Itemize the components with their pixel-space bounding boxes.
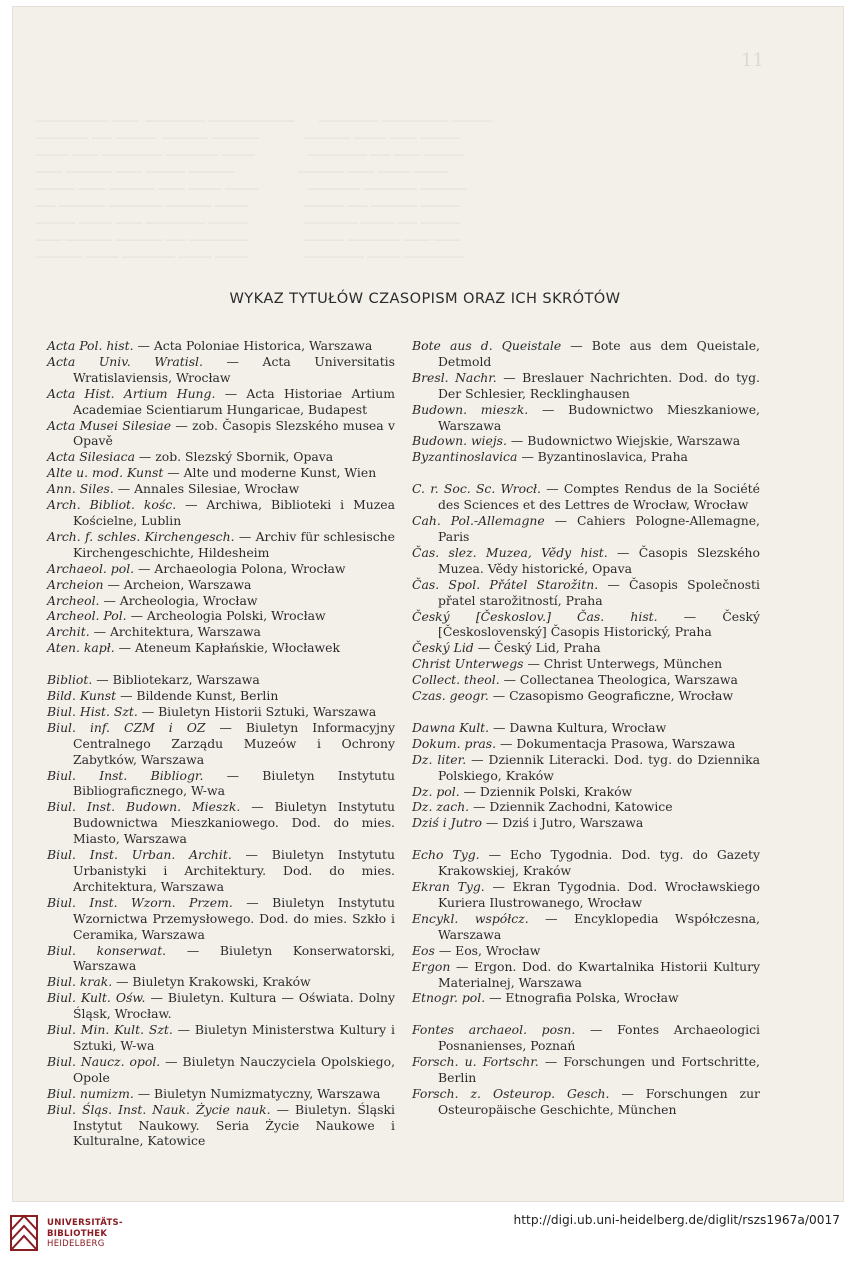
journal-abbreviation: Christ Unterwegs — [412, 656, 524, 672]
journal-full-title: — Collectanea Theologica, Warszawa — [499, 672, 738, 688]
journal-abbreviation: Biul. numizm. — [47, 1085, 134, 1101]
journal-entry — [47, 720, 395, 768]
journal-full-title: — Archeion, Warszawa — [103, 576, 252, 592]
journal-entry — [47, 1086, 395, 1102]
journal-entry — [47, 465, 395, 481]
journal-entry — [47, 1022, 395, 1054]
show-through-page-number: 11 — [741, 50, 764, 71]
journal-full-title: — Biuletyn Instytutu Bibliograficznego, W-wa — [73, 767, 395, 799]
journal-abbreviation: Cah. Pol.-Allemagne — [412, 513, 545, 529]
journal-full-title: — Acta Historiae Artium Academiae Scientiarum Hungaricae, Budapest — [73, 385, 395, 417]
journal-full-title: — Dziennik Polski, Kraków — [459, 783, 633, 799]
journal-full-title: — Acta Universitatis Wratislaviensis, Wrocław — [73, 353, 395, 385]
journal-full-title: — Budownictwo Wiejskie, Warszawa — [506, 433, 741, 449]
journal-full-title: — Bote aus dem Queistale, Detmold — [438, 338, 760, 369]
journal-entry — [47, 704, 395, 720]
journal-entry — [412, 911, 760, 943]
journal-entry — [412, 656, 760, 672]
journal-full-title: — Echo Tygodnia. Dod. tyg. do Gazety Krakowskiej, Kraków — [438, 847, 760, 879]
journal-full-title: — Archiv für schlesische Kirchengeschichte, Hildesheim — [73, 528, 395, 560]
journal-abbreviation: Bresl. Nachr. — [412, 369, 497, 385]
journal-abbreviation: Arch. f. schles. Kirchengesch. — [47, 528, 235, 544]
journal-entry — [47, 640, 395, 656]
journal-abbreviation: Biul. Śląs. Inst. Nauk. Życie nauk. — [47, 1101, 271, 1117]
journal-full-title: — Biuletyn Krakowski, Kraków — [112, 974, 311, 990]
journal-full-title: — Archeologia Polski, Wrocław — [126, 608, 326, 624]
journal-entry — [412, 752, 760, 784]
journal-full-title: — Dokumentacja Prasowa, Warszawa — [496, 735, 736, 751]
journal-full-title: — Christ Unterwegs, München — [523, 656, 723, 672]
journal-full-title: — Ateneum Kapłańskie, Włocławek — [114, 640, 340, 656]
journal-abbreviation: Biul. Min. Kult. Szt. — [47, 1022, 173, 1038]
journal-full-title: — Biuletyn. Kultura — Oświata. Dolny Śląsk, Wrocław. — [73, 990, 396, 1022]
journal-abbreviation: Biul. Inst. Bibliogr. — [47, 767, 204, 783]
journal-abbreviation: Biul. konserwat. — [47, 942, 167, 958]
journal-entry — [412, 815, 760, 831]
journal-abbreviation: Etnogr. pol. — [412, 990, 486, 1006]
journal-abbreviation: Biul. Inst. Budown. Mieszk. — [47, 799, 241, 815]
journal-entry — [412, 1022, 760, 1054]
journal-entry — [412, 1054, 760, 1086]
journal-entry — [47, 895, 395, 943]
right-column — [412, 338, 760, 1118]
journal-full-title: — Fontes Archaeologici Posnanienses, Poznań — [438, 1022, 760, 1054]
journal-abbreviation: Acta Musei Silesiae — [47, 417, 172, 433]
journal-abbreviation: Collect. theol. — [412, 672, 500, 688]
journal-entry — [47, 354, 395, 386]
journal-entry — [47, 799, 395, 847]
journal-full-title: — Forschungen zur Osteuropäische Geschichte, München — [438, 1085, 760, 1117]
journal-entry — [412, 959, 760, 991]
journal-full-title: — Dawna Kultura, Wrocław — [489, 719, 667, 735]
journal-abbreviation: Biul. inf. CZM i OZ — [47, 719, 206, 735]
journal-abbreviation: Forsch. u. Fortschr. — [412, 1054, 539, 1070]
journal-abbreviation: Encykl. współcz. — [412, 910, 529, 926]
journal-full-title: — Biuletyn Instytutu Budownictwa Mieszkaniowego. Dod. do mies. Miasto, Warszawa — [73, 799, 395, 847]
journal-entry — [47, 974, 395, 990]
journal-entry — [47, 1054, 395, 1086]
journal-abbreviation: Archeol. — [47, 592, 100, 608]
university-library-logo-text — [47, 1218, 123, 1250]
journal-abbreviation: Ekran Tyg. — [412, 879, 485, 895]
journal-abbreviation: Forsch. z. Osteurop. Gesch. — [412, 1085, 610, 1101]
page-title: WYKAZ TYTUŁÓW CZASOPISM ORAZ ICH SKRÓTÓW — [229, 290, 621, 307]
logo-line-1: UNIVERSITÄTS- — [47, 1218, 123, 1228]
university-library-logo-icon[interactable] — [9, 1210, 39, 1254]
journal-entry — [412, 640, 760, 656]
journal-abbreviation: Eos — [412, 942, 435, 958]
journal-full-title: — Cahiers Pologne-Allemagne, Paris — [438, 513, 760, 544]
journal-full-title: — Annales Silesiae, Wrocław — [113, 481, 300, 497]
journal-entry — [47, 943, 395, 975]
journal-entry — [47, 481, 395, 497]
journal-full-title: — Archaeologia Polona, Wrocław — [134, 560, 346, 576]
journal-abbreviation: Budown. wiejs. — [412, 433, 507, 449]
journal-entry — [47, 577, 395, 593]
journal-abbreviation: Čas. slez. Muzea, Vědy hist. — [412, 544, 608, 560]
journal-full-title: — Dziś i Jutro, Warszawa — [481, 815, 644, 831]
journal-entry — [47, 847, 395, 895]
journal-abbreviation: Archaeol. pol. — [47, 560, 135, 576]
journal-entry — [412, 513, 760, 545]
journal-abbreviation: Acta Pol. hist. — [47, 338, 134, 353]
journal-full-title: — Časopis Společnosti přatel starožitností, Praha — [438, 576, 760, 608]
journal-entry — [47, 561, 395, 577]
journal-abbreviation: Aten. kapł. — [47, 640, 115, 656]
journal-full-title: — Biuletyn Konserwatorski, Warszawa — [73, 942, 395, 974]
journal-full-title: — Biuletyn Instytutu Urbanistyki i Architektury. Dod. do mies. Architektura, Warszawa — [73, 847, 395, 894]
permalink-url[interactable]: http://digi.ub.uni-heidelberg.de/diglit/rszs1967a/0017 — [513, 1213, 840, 1227]
journal-entry — [412, 784, 760, 800]
journal-abbreviation: Echo Tyg. — [412, 847, 480, 863]
journal-entry — [47, 608, 395, 624]
journal-abbreviation: Biul. Kult. Ośw. — [47, 990, 146, 1006]
journal-abbreviation: Biul. Inst. Urban. Archit. — [47, 847, 232, 863]
journal-entry — [47, 449, 395, 465]
journal-entry — [47, 768, 395, 800]
journal-full-title: — Byzantinoslavica, Praha — [517, 449, 688, 465]
journal-abbreviation: Bibliot. — [47, 672, 93, 688]
journal-entry — [412, 672, 760, 688]
journal-entry — [412, 799, 760, 815]
journal-full-title: — Dziennik Literacki. Dod. tyg. do Dziennika Polskiego, Kraków — [438, 751, 761, 783]
journal-abbreviation: C. r. Soc. Sc. Wrocł. — [412, 481, 541, 497]
journal-abbreviation: Biul. krak. — [47, 974, 113, 990]
journal-full-title: — Eos, Wrocław — [434, 942, 541, 958]
journal-abbreviation: Český Lid — [412, 640, 474, 656]
journal-entry — [47, 624, 395, 640]
journal-entry — [412, 577, 760, 609]
journal-entry — [47, 990, 395, 1022]
journal-entry — [47, 593, 395, 609]
journal-abbreviation: Český [Českoslov.] Čas. hist. — [412, 608, 658, 624]
journal-full-title: — Budownictwo Mieszkaniowe, Warszawa — [438, 401, 760, 433]
journal-entry — [412, 402, 760, 434]
journal-abbreviation: Bote aus d. Queistale — [412, 338, 562, 353]
journal-full-title: — Ergon. Dod. do Kwartalnika Historii Kultury Materialnej, Warszawa — [438, 958, 760, 990]
journal-entry — [47, 672, 395, 688]
journal-entry — [412, 449, 760, 465]
journal-full-title: — Biuletyn. Śląski Instytut Naukowy. Seria Życie Naukowe i Kulturalne, Katowice — [73, 1101, 395, 1149]
journal-abbreviation: Bild. Kunst — [47, 688, 117, 704]
journal-abbreviation: Acta Silesiaca — [47, 449, 135, 465]
journal-abbreviation: Acta Univ. Wratisl. — [47, 353, 203, 369]
journal-full-title: — Biuletyn Numizmatyczny, Warszawa — [133, 1085, 381, 1101]
journal-full-title: — Bildende Kunst, Berlin — [116, 688, 279, 704]
journal-full-title: — Český Lid, Praha — [473, 640, 601, 656]
journal-abbreviation: Archit. — [47, 624, 90, 640]
journal-full-title: — Český [Československý] Časopis Historický, Praha — [438, 608, 761, 640]
journal-entry — [412, 609, 760, 641]
journal-abbreviation: Dziś i Jutro — [412, 815, 482, 831]
journal-full-title: — Bibliotekarz, Warszawa — [92, 672, 260, 688]
journal-abbreviation: Czas. geogr. — [412, 688, 489, 704]
journal-full-title: — Biuletyn Ministerstwa Kultury i Sztuki, W-wa — [73, 1022, 395, 1053]
journal-abbreviation: Acta Hist. Artium Hung. — [47, 385, 216, 401]
journal-full-title: — Archiwa, Biblioteki i Muzea Kościelne, Lublin — [73, 497, 395, 528]
journal-entry — [412, 990, 760, 1006]
journal-abbreviation: Archeion — [47, 576, 104, 592]
journal-full-title: — Breslauer Nachrichten. Dod. do tyg. Der Schlesier, Recklinghausen — [438, 369, 760, 401]
journal-abbreviation: Dz. pol. — [412, 783, 460, 799]
logo-line-3: HEIDELBERG — [47, 1239, 105, 1249]
journal-full-title: — zob. Slezský Sbornik, Opava — [134, 449, 334, 465]
journal-abbreviation: Biul. Naucz. opol. — [47, 1053, 161, 1069]
journal-full-title: — Alte und moderne Kunst, Wien — [163, 465, 377, 481]
show-through-text: ─────────── ──── ───────── ───────────── ───────── ────────── ────── ──────── ─── ────── ─────── ─────── ─────── ───── ──── ────── ───── ──── ───────── ──────── ───── ───────── ─── ──── ────── ──── ─────── ──── ────── ─────── ─────── ──── ───── ───── ────── ──── ─────── ──── ───── ───── ──────── ──────── ─────── ─── ─────── ──────── ─────── ───── ────── ─── ─────── ────── ────── ───── ──── ───────── ────── ──────── ───── ─── ────── ──── ─────── ─────── ─── ───────── ────── ──────── ──── ──── ─────── ───── ──────── ───── ───── ───────── ───── ───────── — [35, 115, 492, 264]
journal-abbreviation: Ergon — [412, 958, 451, 974]
left-column — [47, 338, 395, 1149]
journal-full-title: — Časopis Slezského Muzea. Vědy historické, Opava — [438, 544, 760, 576]
journal-entry — [47, 688, 395, 704]
journal-abbreviation: Arch. Bibliot. kośc. — [47, 497, 177, 513]
journal-entry — [412, 433, 760, 449]
journal-abbreviation: Dawna Kult. — [412, 719, 490, 735]
journal-full-title: — Biuletyn Nauczyciela Opolskiego, Opole — [73, 1053, 396, 1085]
journal-abbreviation: Budown. mieszk. — [412, 401, 529, 417]
journal-full-title: — Biuletyn Historii Sztuki, Warszawa — [137, 703, 377, 719]
journal-entry — [412, 943, 760, 959]
journal-full-title: — Acta Poloniae Historica, Warszawa — [133, 338, 373, 353]
logo-line-2: BIBLIOTHEK — [47, 1228, 108, 1239]
footer-bar — [0, 1202, 850, 1264]
journal-full-title: — Czasopismo Geograficzne, Wrocław — [488, 688, 734, 704]
journal-entry — [412, 1086, 760, 1118]
journal-full-title: — Forschungen und Fortschritte, Berlin — [438, 1054, 760, 1086]
journal-abbreviation: Biul. Hist. Szt. — [47, 703, 138, 719]
journal-entry — [412, 338, 760, 370]
journal-full-title: — Comptes Rendus de la Société des Sciences et des Lettres de Wrocław, Wrocław — [438, 481, 760, 513]
journal-entry — [412, 370, 760, 402]
journal-abbreviation: Alte u. mod. Kunst — [47, 465, 164, 481]
journal-entry — [47, 1102, 395, 1150]
journal-entry — [47, 386, 395, 418]
journal-abbreviation: Dz. zach. — [412, 799, 470, 815]
journal-full-title: — Dziennik Zachodni, Katowice — [469, 799, 673, 815]
journal-abbreviation: Byzantinoslavica — [412, 449, 518, 465]
journal-entry — [412, 879, 760, 911]
journal-abbreviation: Fontes archaeol. posn. — [412, 1022, 576, 1038]
journal-full-title: — Architektura, Warszawa — [89, 624, 261, 640]
journal-full-title: — Biuletyn Informacyjny Centralnego Zarządu Muzeów i Ochrony Zabytków, Warszawa — [73, 719, 395, 767]
journal-abbreviation: Dz. liter. — [412, 751, 467, 767]
journal-full-title: — Etnografia Polska, Wrocław — [485, 990, 679, 1006]
journal-entry — [412, 720, 760, 736]
journal-entry — [412, 481, 760, 513]
journal-abbreviation: Dokum. pras. — [412, 735, 497, 751]
journal-full-title: — Archeologia, Wrocław — [99, 592, 258, 608]
journal-abbreviation: Ann. Siles. — [47, 481, 114, 497]
journal-entry — [47, 497, 395, 529]
journal-entry — [47, 338, 395, 354]
journal-entry — [47, 418, 395, 450]
journal-entry — [47, 529, 395, 561]
journal-full-title: — Ekran Tygodnia. Dod. Wrocławskiego Kuriera Ilustrowanego, Wrocław — [438, 879, 760, 910]
journal-full-title: — zob. Časopis Slezského musea v Opavě — [73, 417, 395, 449]
journal-full-title: — Biuletyn Instytutu Wzornictwa Przemysłowego. Dod. do mies. Szkło i Ceramika, Warszawa — [73, 894, 395, 942]
journal-abbreviation: Biul. Inst. Wzorn. Przem. — [47, 894, 233, 910]
journal-abbreviation: Archeol. Pol. — [47, 608, 127, 624]
journal-abbreviation: Čas. Spol. Přátel Starožitn. — [412, 576, 599, 592]
journal-entry — [412, 688, 760, 704]
journal-full-title: — Encyklopedia Współczesna, Warszawa — [438, 910, 760, 942]
journal-entry — [412, 736, 760, 752]
journal-entry — [412, 847, 760, 879]
journal-entry — [412, 545, 760, 577]
